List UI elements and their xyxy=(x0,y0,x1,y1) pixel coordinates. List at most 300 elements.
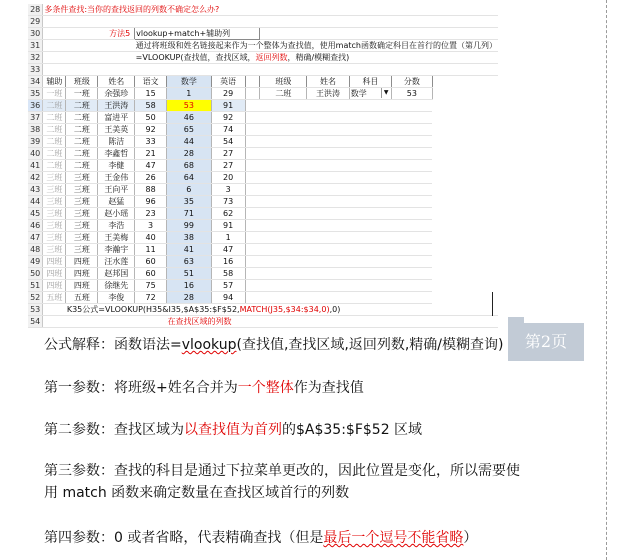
row-number[interactable]: 39 xyxy=(28,136,43,148)
empty-cell[interactable] xyxy=(211,64,245,76)
empty-cell[interactable] xyxy=(307,64,349,76)
data-cell[interactable]: 50 xyxy=(135,112,167,124)
empty-cell[interactable] xyxy=(245,268,260,280)
data-cell[interactable]: 92 xyxy=(135,124,167,136)
row-number[interactable]: 38 xyxy=(28,124,43,136)
data-cell[interactable]: 64 xyxy=(167,172,212,184)
empty-cell[interactable] xyxy=(43,52,66,64)
empty-cell[interactable] xyxy=(392,256,432,268)
empty-cell[interactable] xyxy=(260,196,307,208)
data-cell[interactable]: 二班 xyxy=(66,124,98,136)
empty-cell[interactable] xyxy=(392,196,432,208)
empty-cell[interactable] xyxy=(66,40,98,52)
empty-cell[interactable] xyxy=(349,208,391,220)
helper-cell[interactable]: 二班 xyxy=(43,136,66,148)
row-number[interactable]: 45 xyxy=(28,208,43,220)
empty-cell[interactable] xyxy=(307,112,349,124)
empty-cell[interactable] xyxy=(349,244,391,256)
empty-cell[interactable] xyxy=(307,124,349,136)
helper-cell[interactable]: 三班 xyxy=(43,184,66,196)
helper-cell[interactable]: 三班 xyxy=(43,208,66,220)
empty-cell[interactable] xyxy=(98,52,135,64)
empty-cell[interactable] xyxy=(349,64,391,76)
empty-cell[interactable] xyxy=(349,268,391,280)
data-cell[interactable]: 99 xyxy=(167,220,212,232)
data-cell[interactable]: 余强珍 xyxy=(98,88,135,100)
empty-cell[interactable] xyxy=(135,16,167,28)
empty-cell[interactable] xyxy=(66,16,98,28)
empty-cell[interactable] xyxy=(392,280,432,292)
empty-cell[interactable] xyxy=(260,280,307,292)
row-number[interactable]: 40 xyxy=(28,148,43,160)
data-cell[interactable]: 23 xyxy=(135,208,167,220)
empty-cell[interactable] xyxy=(245,136,260,148)
empty-cell[interactable] xyxy=(307,256,349,268)
sheet-title[interactable]: 多条件查找:当你的查找返回的列数不确定怎么办? xyxy=(43,4,498,16)
empty-cell[interactable] xyxy=(260,148,307,160)
row-number[interactable]: 44 xyxy=(28,196,43,208)
data-cell[interactable]: 46 xyxy=(167,112,212,124)
helper-cell[interactable]: 三班 xyxy=(43,232,66,244)
empty-cell[interactable] xyxy=(392,184,432,196)
empty-cell[interactable] xyxy=(135,64,167,76)
empty-cell[interactable] xyxy=(260,292,307,304)
data-cell[interactable]: 27 xyxy=(211,160,245,172)
empty-cell[interactable] xyxy=(307,244,349,256)
empty-cell[interactable] xyxy=(392,268,432,280)
data-cell[interactable]: 71 xyxy=(167,208,212,220)
empty-cell[interactable] xyxy=(98,316,135,328)
empty-cell[interactable] xyxy=(349,112,391,124)
helper-cell[interactable]: 四班 xyxy=(43,268,66,280)
formula-note[interactable]: 在查找区域的列数 xyxy=(167,316,498,328)
data-cell[interactable]: 三班 xyxy=(66,244,98,256)
row-number[interactable]: 37 xyxy=(28,112,43,124)
empty-cell[interactable] xyxy=(392,160,432,172)
table-row xyxy=(28,208,498,220)
data-cell[interactable]: 91 xyxy=(211,220,245,232)
data-cell[interactable]: 58 xyxy=(211,268,245,280)
empty-cell[interactable] xyxy=(392,16,432,28)
helper-cell[interactable]: 三班 xyxy=(43,244,66,256)
column-header[interactable]: 语文 xyxy=(135,76,167,88)
empty-cell[interactable] xyxy=(432,16,498,28)
empty-cell[interactable] xyxy=(349,256,391,268)
data-cell[interactable]: 陈洁 xyxy=(98,136,135,148)
data-cell[interactable]: 15 xyxy=(135,88,167,100)
data-cell[interactable]: 26 xyxy=(135,172,167,184)
helper-cell[interactable]: 三班 xyxy=(43,220,66,232)
table-row xyxy=(28,136,498,148)
description-line-1[interactable]: 通过将班级和姓名链接起来作为一个整体为查找值，使用match函数确定科目在首行的位置（第几列） xyxy=(135,41,497,50)
empty-cell[interactable] xyxy=(349,280,391,292)
empty-cell[interactable] xyxy=(349,184,391,196)
empty-cell[interactable] xyxy=(307,100,349,112)
data-cell[interactable]: 35 xyxy=(167,196,212,208)
empty-cell[interactable] xyxy=(260,64,307,76)
empty-cell[interactable] xyxy=(260,136,307,148)
data-cell[interactable]: 李瀚宇 xyxy=(98,244,135,256)
helper-cell[interactable]: 三班 xyxy=(43,172,66,184)
empty-cell[interactable] xyxy=(245,244,260,256)
empty-cell[interactable] xyxy=(349,16,391,28)
data-cell[interactable]: 72 xyxy=(135,292,167,304)
lookup-value[interactable] xyxy=(307,88,349,100)
empty-cell[interactable] xyxy=(66,64,98,76)
helper-cell[interactable]: 二班 xyxy=(43,148,66,160)
empty-cell[interactable] xyxy=(392,232,432,244)
helper-cell[interactable]: 一班 xyxy=(43,88,66,100)
helper-cell[interactable]: 四班 xyxy=(43,256,66,268)
data-cell[interactable]: 94 xyxy=(211,292,245,304)
empty-cell[interactable] xyxy=(432,28,498,40)
empty-cell[interactable] xyxy=(307,268,349,280)
row-number[interactable]: 46 xyxy=(28,220,43,232)
empty-cell[interactable] xyxy=(307,16,349,28)
lookup-value[interactable] xyxy=(260,88,307,100)
data-cell[interactable]: 62 xyxy=(211,208,245,220)
lookup-header[interactable]: 科目 xyxy=(349,76,391,88)
data-cell[interactable]: 二班 xyxy=(66,136,98,148)
data-cell[interactable]: 三班 xyxy=(66,208,98,220)
empty-cell[interactable] xyxy=(245,220,260,232)
empty-cell[interactable] xyxy=(135,316,167,328)
data-cell[interactable]: 96 xyxy=(135,196,167,208)
row-number[interactable]: 35 xyxy=(28,88,43,100)
row-number[interactable]: 47 xyxy=(28,232,43,244)
column-header[interactable]: 辅助 xyxy=(43,76,66,88)
empty-cell[interactable] xyxy=(245,124,260,136)
data-cell[interactable]: 88 xyxy=(135,184,167,196)
data-cell[interactable]: 赵小瑶 xyxy=(98,208,135,220)
data-cell[interactable]: 63 xyxy=(167,256,212,268)
empty-cell[interactable] xyxy=(260,160,307,172)
row-number[interactable]: 33 xyxy=(28,64,43,76)
empty-cell[interactable] xyxy=(245,16,260,28)
empty-cell[interactable] xyxy=(349,28,391,40)
data-cell[interactable]: 徐继先 xyxy=(98,280,135,292)
row-number[interactable]: 54 xyxy=(28,316,43,328)
data-cell[interactable]: 一班 xyxy=(66,88,98,100)
data-cell[interactable]: 王洪涛 xyxy=(98,100,135,112)
data-cell[interactable]: 40 xyxy=(135,232,167,244)
empty-cell[interactable] xyxy=(245,76,260,88)
lookup-header[interactable]: 班级 xyxy=(260,76,307,88)
empty-cell[interactable] xyxy=(98,64,135,76)
empty-cell[interactable] xyxy=(307,232,349,244)
empty-cell[interactable] xyxy=(43,316,66,328)
data-cell[interactable]: 王美梅 xyxy=(98,232,135,244)
data-cell[interactable]: 47 xyxy=(135,160,167,172)
empty-cell[interactable] xyxy=(43,64,66,76)
column-header[interactable]: 数学 xyxy=(167,76,212,88)
table-row xyxy=(28,268,498,280)
data-cell[interactable]: 27 xyxy=(211,148,245,160)
description-line-2[interactable] xyxy=(135,52,498,64)
empty-cell[interactable] xyxy=(392,172,432,184)
empty-cell[interactable] xyxy=(260,16,307,28)
data-cell[interactable]: 11 xyxy=(135,244,167,256)
column-header[interactable]: 姓名 xyxy=(98,76,135,88)
data-cell[interactable]: 51 xyxy=(167,268,212,280)
data-cell[interactable]: 16 xyxy=(211,256,245,268)
empty-cell[interactable] xyxy=(167,16,212,28)
empty-cell[interactable] xyxy=(66,52,98,64)
data-cell[interactable]: 54 xyxy=(211,136,245,148)
empty-cell[interactable] xyxy=(307,208,349,220)
data-cell[interactable]: 王金伟 xyxy=(98,172,135,184)
lookup-header[interactable]: 姓名 xyxy=(307,76,349,88)
row-number[interactable]: 41 xyxy=(28,160,43,172)
empty-cell[interactable] xyxy=(260,256,307,268)
column-header[interactable]: 班级 xyxy=(66,76,98,88)
data-cell[interactable]: 三班 xyxy=(66,232,98,244)
empty-cell[interactable] xyxy=(307,136,349,148)
empty-cell[interactable] xyxy=(307,220,349,232)
data-cell[interactable]: 47 xyxy=(211,244,245,256)
data-cell[interactable]: 三班 xyxy=(66,172,98,184)
empty-cell[interactable] xyxy=(245,172,260,184)
data-cell[interactable]: 28 xyxy=(167,292,212,304)
empty-cell[interactable] xyxy=(307,160,349,172)
helper-cell[interactable]: 四班 xyxy=(43,280,66,292)
empty-cell[interactable] xyxy=(349,136,391,148)
helper-cell[interactable]: 二班 xyxy=(43,160,66,172)
empty-cell[interactable] xyxy=(98,16,135,28)
row-number[interactable]: 52 xyxy=(28,292,43,304)
data-cell[interactable]: 王美英 xyxy=(98,124,135,136)
data-cell[interactable]: 65 xyxy=(167,124,212,136)
data-cell[interactable]: 33 xyxy=(135,136,167,148)
data-cell[interactable]: 二班 xyxy=(66,148,98,160)
explain-syntax xyxy=(44,334,564,356)
row-number[interactable]: 28 xyxy=(28,4,43,16)
row-number[interactable]: 50 xyxy=(28,268,43,280)
empty-cell[interactable] xyxy=(392,244,432,256)
empty-cell[interactable] xyxy=(245,232,260,244)
param1-text-a: 第一参数：将班级+姓名合并为 xyxy=(44,380,238,396)
empty-cell[interactable] xyxy=(392,136,432,148)
data-cell[interactable]: 李健 xyxy=(98,160,135,172)
row-number[interactable]: 48 xyxy=(28,244,43,256)
data-cell[interactable]: 28 xyxy=(167,148,212,160)
data-cell[interactable]: 21 xyxy=(135,148,167,160)
empty-cell[interactable] xyxy=(245,184,260,196)
data-cell[interactable]: 74 xyxy=(211,124,245,136)
empty-cell[interactable] xyxy=(245,64,260,76)
empty-cell[interactable] xyxy=(167,64,212,76)
empty-cell[interactable] xyxy=(260,208,307,220)
empty-cell[interactable] xyxy=(66,316,98,328)
table-row xyxy=(28,220,498,232)
data-cell[interactable]: 20 xyxy=(211,172,245,184)
data-cell[interactable]: 李鑫哲 xyxy=(98,148,135,160)
empty-cell[interactable] xyxy=(260,268,307,280)
data-cell[interactable]: 38 xyxy=(167,232,212,244)
empty-cell[interactable] xyxy=(245,148,260,160)
row-number[interactable]: 32 xyxy=(28,52,43,64)
data-cell[interactable]: 53 xyxy=(167,100,212,112)
data-cell[interactable]: 44 xyxy=(167,136,212,148)
empty-cell[interactable] xyxy=(260,244,307,256)
empty-cell[interactable] xyxy=(98,40,135,52)
empty-cell[interactable] xyxy=(307,280,349,292)
empty-cell[interactable] xyxy=(43,16,66,28)
empty-cell[interactable] xyxy=(260,184,307,196)
method-value[interactable]: vlookup+match+辅助列 xyxy=(135,28,260,40)
data-cell[interactable]: 60 xyxy=(135,256,167,268)
table-row xyxy=(28,88,498,100)
empty-cell[interactable] xyxy=(245,208,260,220)
row-number[interactable]: 36 xyxy=(28,100,43,112)
empty-cell[interactable] xyxy=(392,64,432,76)
table-row xyxy=(28,124,498,136)
data-cell[interactable]: 四班 xyxy=(66,256,98,268)
data-cell[interactable]: 75 xyxy=(135,280,167,292)
table-row xyxy=(28,196,498,208)
helper-cell[interactable]: 二班 xyxy=(43,112,66,124)
data-cell[interactable]: 1 xyxy=(211,232,245,244)
subject-dropdown[interactable] xyxy=(349,88,391,100)
empty-cell[interactable] xyxy=(349,232,391,244)
empty-cell[interactable] xyxy=(245,160,260,172)
empty-cell[interactable] xyxy=(260,232,307,244)
lookup-value[interactable] xyxy=(392,88,432,100)
param2-text-a: 第二参数：查找区域为 xyxy=(44,422,184,438)
helper-cell[interactable]: 二班 xyxy=(43,100,66,112)
row-number[interactable]: 34 xyxy=(28,76,43,88)
desc2-suffix: ，精确/模糊查找) xyxy=(287,53,350,62)
data-cell[interactable]: 赵猛 xyxy=(98,196,135,208)
empty-cell[interactable] xyxy=(392,208,432,220)
chevron-down-icon[interactable]: ▼ xyxy=(381,88,390,98)
lookup-header[interactable]: 分数 xyxy=(392,76,432,88)
data-cell[interactable]: 李俊 xyxy=(98,292,135,304)
param4-text-a: 第四参数：0 或者省略，代表精确查找（但是 xyxy=(44,530,324,546)
row-number[interactable]: 51 xyxy=(28,280,43,292)
empty-cell[interactable] xyxy=(260,28,307,40)
data-cell[interactable]: 二班 xyxy=(66,160,98,172)
data-cell[interactable]: 王向平 xyxy=(98,184,135,196)
empty-cell[interactable] xyxy=(211,16,245,28)
data-cell[interactable]: 李浩 xyxy=(98,220,135,232)
data-cell[interactable]: 91 xyxy=(211,100,245,112)
sheet-row xyxy=(28,64,498,76)
row-number[interactable]: 42 xyxy=(28,172,43,184)
empty-cell[interactable] xyxy=(307,172,349,184)
data-cell[interactable]: 赵邦国 xyxy=(98,268,135,280)
empty-cell[interactable] xyxy=(349,124,391,136)
method-label[interactable]: 方法5 xyxy=(66,28,135,40)
empty-cell[interactable] xyxy=(392,124,432,136)
empty-cell[interactable] xyxy=(260,112,307,124)
helper-cell[interactable]: 二班 xyxy=(43,124,66,136)
empty-cell[interactable] xyxy=(260,172,307,184)
data-cell[interactable]: 三班 xyxy=(66,220,98,232)
row-number[interactable]: 53 xyxy=(28,304,43,316)
data-cell[interactable]: 二班 xyxy=(66,112,98,124)
data-cell[interactable]: 汪水莲 xyxy=(98,256,135,268)
empty-cell[interactable] xyxy=(260,220,307,232)
empty-cell[interactable] xyxy=(245,292,260,304)
empty-cell[interactable] xyxy=(349,196,391,208)
empty-cell[interactable] xyxy=(392,292,432,304)
empty-cell[interactable] xyxy=(245,100,260,112)
data-cell[interactable]: 68 xyxy=(167,160,212,172)
empty-cell[interactable] xyxy=(245,256,260,268)
row-number[interactable]: 31 xyxy=(28,40,43,52)
data-cell[interactable]: 58 xyxy=(135,100,167,112)
data-cell[interactable]: 57 xyxy=(211,280,245,292)
empty-cell[interactable] xyxy=(245,112,260,124)
empty-cell[interactable] xyxy=(349,160,391,172)
empty-cell[interactable] xyxy=(307,196,349,208)
empty-cell[interactable] xyxy=(349,292,391,304)
empty-cell[interactable] xyxy=(349,148,391,160)
data-cell[interactable]: 四班 xyxy=(66,280,98,292)
empty-cell[interactable] xyxy=(432,64,498,76)
param1-text-b: 作为查找值 xyxy=(293,380,364,396)
empty-cell[interactable] xyxy=(307,148,349,160)
column-header[interactable]: 英语 xyxy=(211,76,245,88)
data-cell[interactable]: 3 xyxy=(135,220,167,232)
formula-text[interactable] xyxy=(66,304,498,316)
empty-cell[interactable] xyxy=(349,172,391,184)
empty-cell[interactable] xyxy=(307,184,349,196)
empty-cell[interactable] xyxy=(307,28,349,40)
data-cell[interactable]: 6 xyxy=(167,184,212,196)
helper-cell[interactable]: 五班 xyxy=(43,292,66,304)
empty-cell[interactable] xyxy=(43,304,66,316)
table-row xyxy=(28,100,498,112)
empty-cell[interactable] xyxy=(392,112,432,124)
data-cell[interactable]: 1 xyxy=(167,88,212,100)
helper-cell[interactable]: 三班 xyxy=(43,196,66,208)
empty-cell[interactable] xyxy=(349,100,391,112)
empty-cell[interactable] xyxy=(245,280,260,292)
empty-cell[interactable] xyxy=(392,148,432,160)
row-number[interactable]: 29 xyxy=(28,16,43,28)
empty-cell[interactable] xyxy=(43,28,66,40)
row-number[interactable]: 30 xyxy=(28,28,43,40)
data-cell[interactable]: 三班 xyxy=(66,196,98,208)
data-cell[interactable]: 二班 xyxy=(66,100,98,112)
empty-cell[interactable] xyxy=(307,292,349,304)
empty-cell[interactable] xyxy=(260,100,307,112)
empty-cell[interactable] xyxy=(245,88,260,100)
data-cell[interactable]: 41 xyxy=(167,244,212,256)
data-cell[interactable]: 16 xyxy=(167,280,212,292)
empty-cell[interactable] xyxy=(260,124,307,136)
data-cell[interactable]: 三班 xyxy=(66,184,98,196)
data-cell[interactable]: 92 xyxy=(211,112,245,124)
data-cell[interactable]: 29 xyxy=(211,88,245,100)
data-cell[interactable]: 3 xyxy=(211,184,245,196)
empty-cell[interactable] xyxy=(392,220,432,232)
row-number[interactable]: 43 xyxy=(28,184,43,196)
empty-cell[interactable] xyxy=(392,100,432,112)
empty-cell[interactable] xyxy=(245,196,260,208)
empty-cell[interactable] xyxy=(349,220,391,232)
data-cell[interactable]: 富进平 xyxy=(98,112,135,124)
empty-cell[interactable] xyxy=(43,40,66,52)
data-cell[interactable]: 60 xyxy=(135,268,167,280)
data-cell[interactable]: 五班 xyxy=(66,292,98,304)
data-cell[interactable]: 四班 xyxy=(66,268,98,280)
empty-cell[interactable] xyxy=(392,28,432,40)
data-cell[interactable]: 73 xyxy=(211,196,245,208)
row-number[interactable]: 49 xyxy=(28,256,43,268)
